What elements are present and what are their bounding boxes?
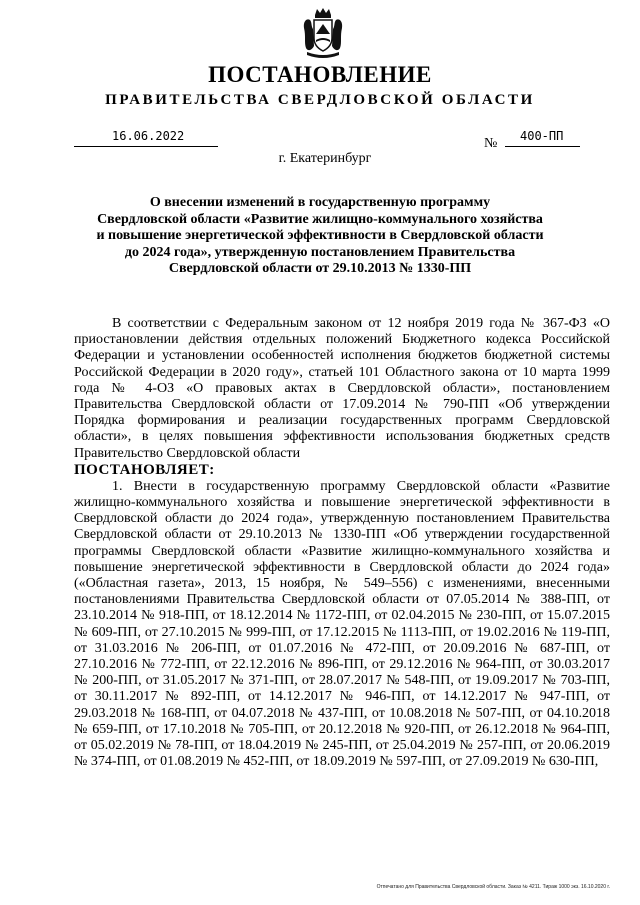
- sverdlovsk-coat-of-arms-icon: [301, 6, 345, 58]
- preamble-paragraph: В соответствии с Федеральным законом от 12 ноября 2019 года № 367-ФЗ «О приостановлении действия отдельных положений Бюджетного кодекса Российской Федерации и установлении особенностей исполнения бюджетов бюджетной системы Российской Федерации в 2020 году», статьей 101 Областного закона от 10 марта 1999 года № 4-ОЗ «О правовых актах в Свердловской области», постановлением Правительства Свердловской области от 17.09.2014 № 790-ПП «Об утверждении Порядка формирования и реализации государственных программ Свердловской области», в целях повышения эффективности использования бюджетных средств Правительство Свердловской области: [74, 316, 610, 461]
- heading-line: Свердловской области «Развитие жилищно-коммунального хозяйства: [97, 211, 543, 227]
- heading-line: Свердловской области от 29.10.2013 № 1330-ПП: [168, 261, 472, 277]
- document-date: 16.06.2022: [112, 129, 185, 143]
- document-city: г. Екатеринбург: [278, 151, 372, 166]
- document-heading: [80, 195, 560, 278]
- number-underline: [505, 146, 580, 147]
- heading-line: и повышение энергетической эффективности в Свердловской области: [96, 228, 544, 244]
- date-underline: [74, 146, 218, 147]
- document-subtitle: ПРАВИТЕЛЬСТВА СВЕРДЛОВСКОЙ ОБЛАСТИ: [105, 92, 535, 108]
- document-number: 400-ПП: [520, 129, 564, 143]
- document-title: ПОСТАНОВЛЕНИЕ: [208, 62, 432, 87]
- number-sign: №: [484, 136, 498, 151]
- heading-line: О внесении изменений в государственную программу: [149, 195, 491, 210]
- clause-1-paragraph: 1. Внести в государственную программу Свердловской области «Развитие жилищно-коммунального хозяйства и повышение энергетической эффективности в Свердловской области до 2024 года», утвержденную постановлением Правительства Свердловской области от 29.10.2013 № 1330-ПП «Об утверждении государственной программы Свердловской области «Развитие жилищно-коммунального хозяйства и повышение энергетической эффективности в Свердловской области до 2024 года» («Областная газета», 2013, 15 ноября, № 549–556) с изменениями, внесенными постановлениями Правительства Свердловской области от 07.05.2014 № 388-ПП, от 23.10.2014 № 918-ПП, от 18.12.2014 № 1172-ПП, от 02.04.2015 № 230-ПП, от 15.07.2015 № 609-ПП, от 27.10.2015 № 999-ПП, от 17.12.2015 № 1113-ПП, от 19.02.2016 № 119-ПП, от 31.03.2016 № 206-ПП, от 01.07.2016 № 472-ПП, от 20.09.2016 № 687-ПП, от 27.10.2016 № 772-ПП, от 22.12.2016 № 896-ПП, от 29.12.2016 № 964-ПП, от 30.03.2017 № 200-ПП, от 31.05.2017 № 371-ПП, от 28.07.2017 № 548-ПП, от 19.09.2017 № 703-ПП, от 30.11.2017 № 892-ПП, от 14.12.2017 № 946-ПП, от 14.12.2017 № 947-ПП, от 29.03.2018 № 168-ПП, от 04.07.2018 № 437-ПП, от 10.08.2018 № 507-ПП, от 04.10.2018 № 659-ПП, от 17.10.2018 № 705-ПП, от 20.12.2018 № 920-ПП, от 26.12.2018 № 964-ПП, от 05.02.2019 № 78-ПП, от 18.04.2019 № 245-ПП, от 25.04.2019 № 257-ПП, от 20.06.2019 № 374-ПП, от 01.08.2019 № 452-ПП, от 18.09.2019 № 597-ПП, от 27.09.2019 № 630-ПП,: [74, 478, 610, 770]
- heading-line: до 2024 года», утвержденную постановлением Правительства: [124, 244, 516, 260]
- postanovlyaet-heading: ПОСТАНОВЛЯЕТ:: [74, 461, 215, 478]
- document-body: [74, 316, 610, 770]
- print-footer: Отпечатано для Правительства Свердловской области. Заказ № 4211. Тираж 1000 экз. 16.10.2020 г.: [376, 884, 610, 890]
